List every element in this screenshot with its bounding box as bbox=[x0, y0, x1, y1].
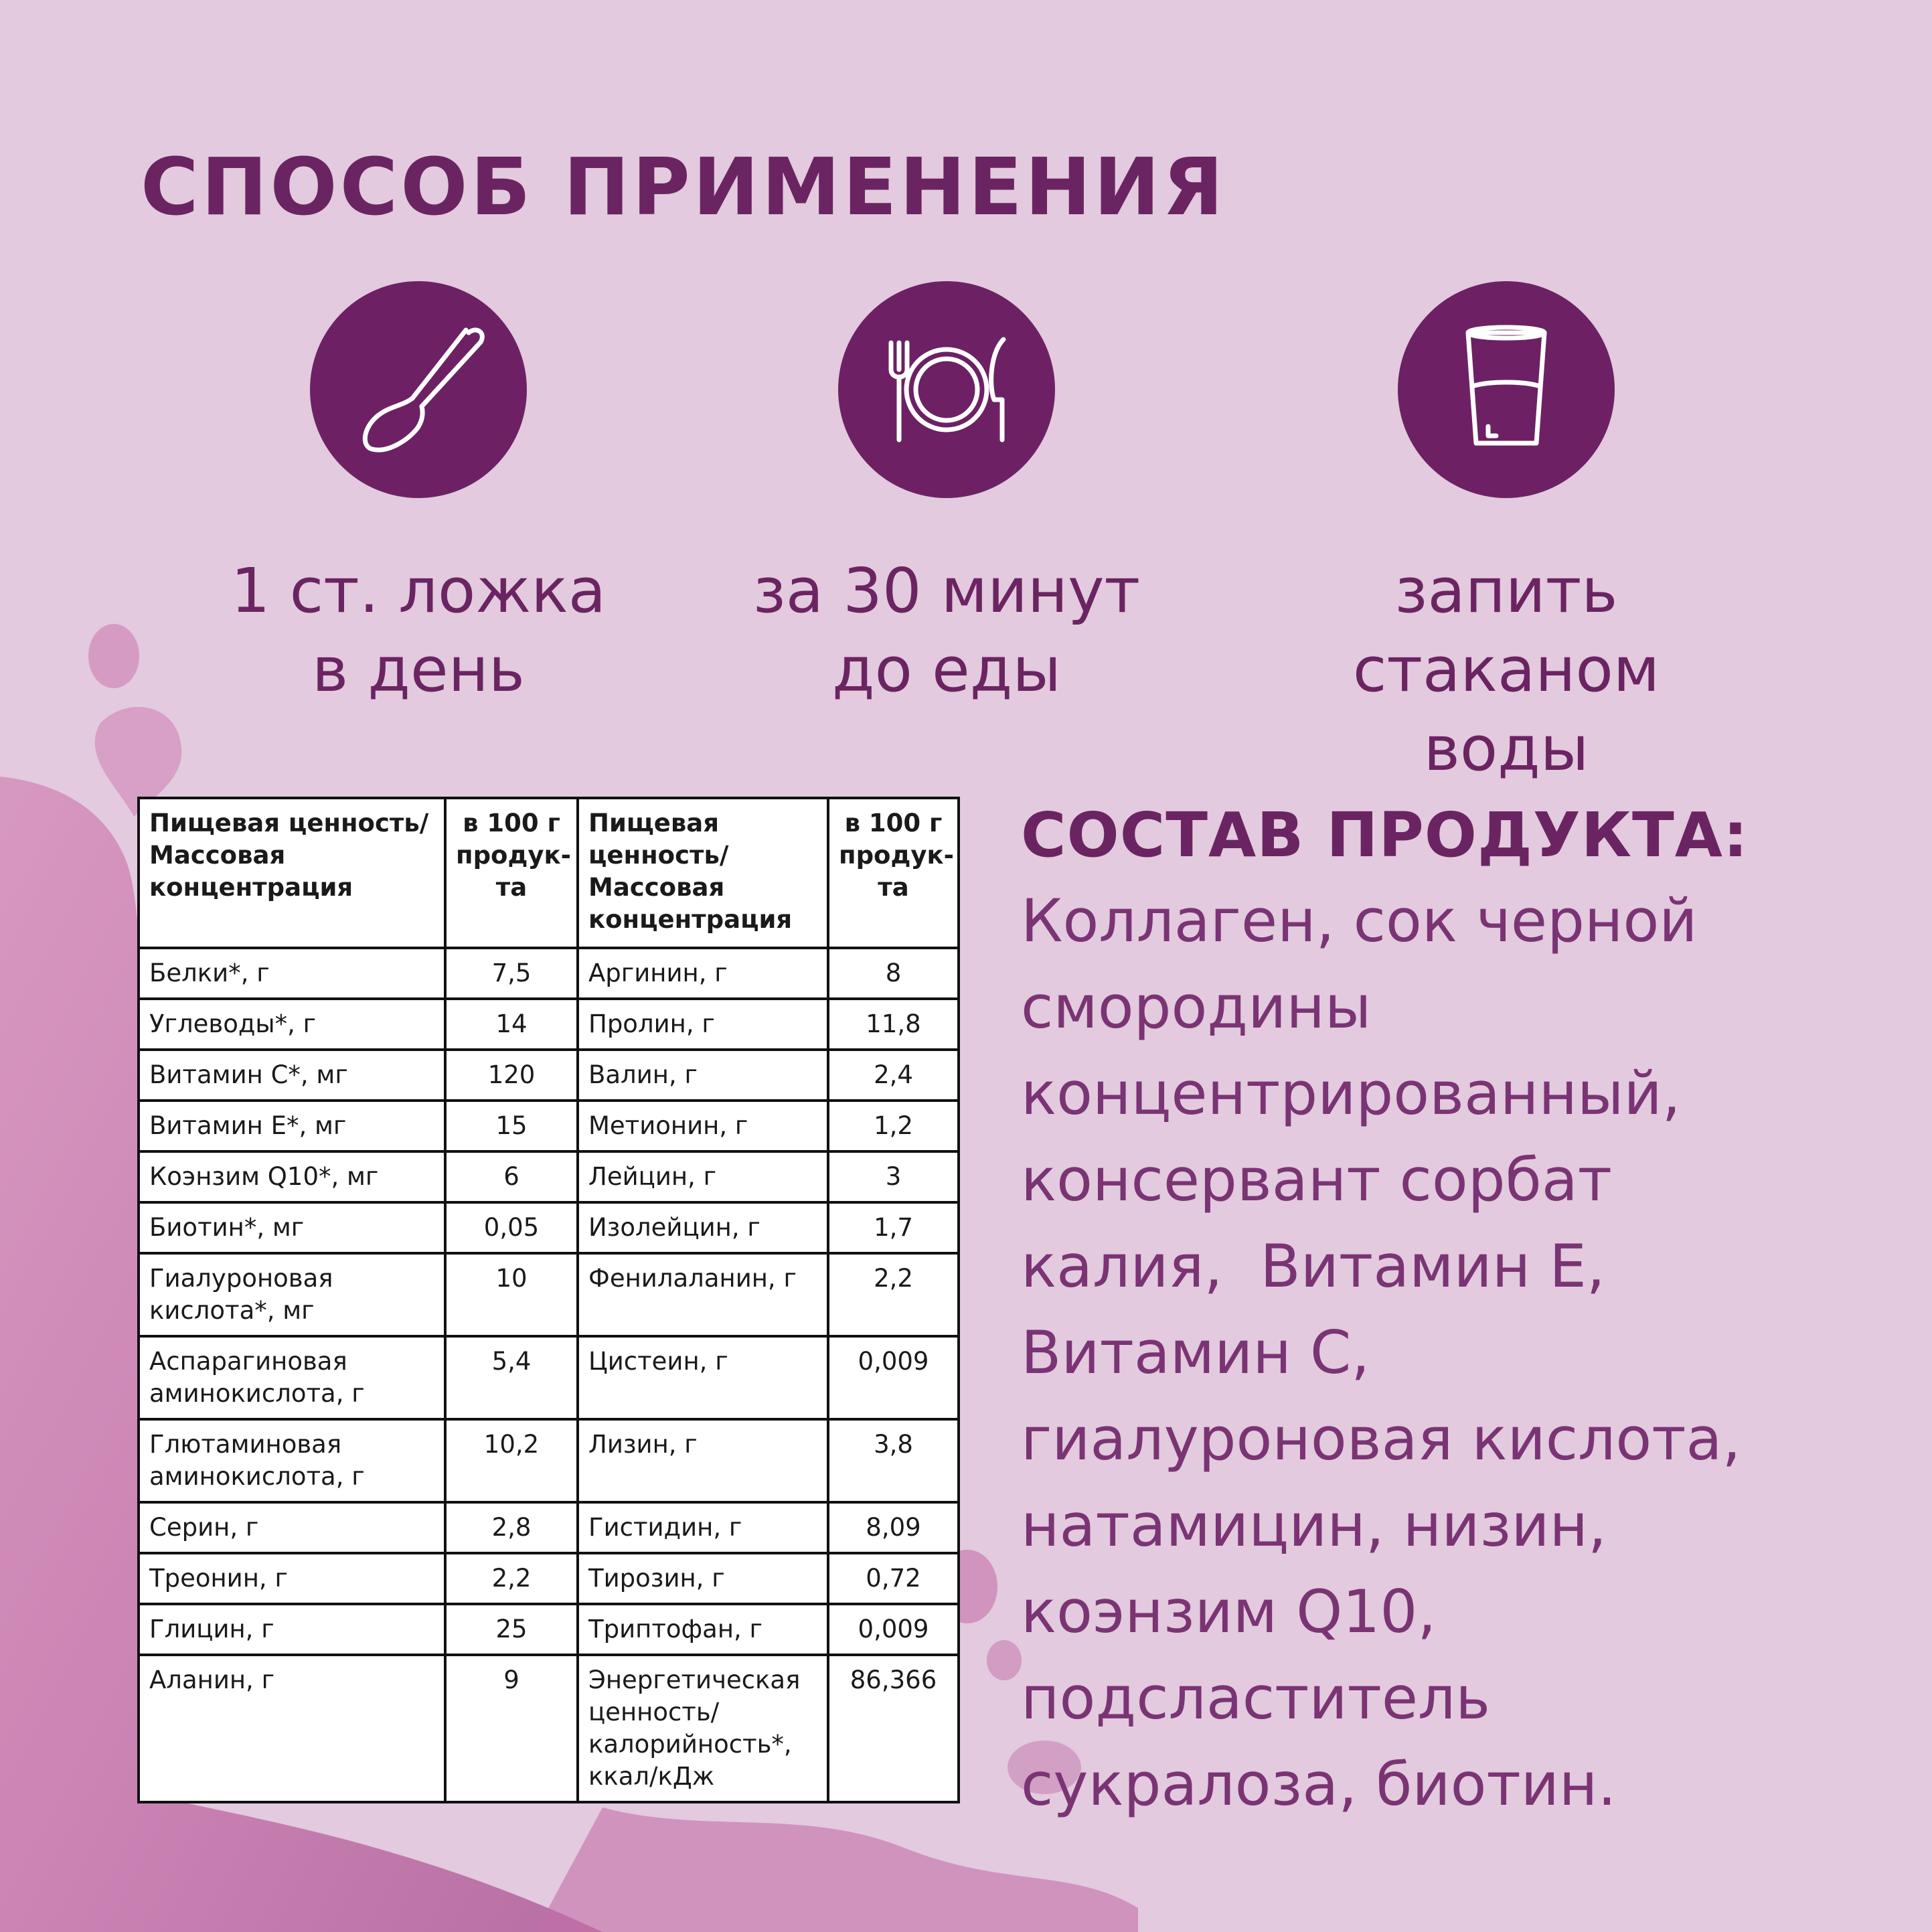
table-row bbox=[139, 1101, 959, 1151]
step-timing bbox=[712, 281, 1181, 710]
table-cell: 2,8 bbox=[445, 1502, 578, 1553]
table-cell: 7,5 bbox=[445, 948, 578, 999]
table-cell: 1,7 bbox=[828, 1202, 959, 1253]
step-caption-line: стаканом воды bbox=[1352, 634, 1660, 785]
composition-line: консервант сорбат bbox=[1021, 1145, 1613, 1214]
table-cell: Глютаминовая аминокислота, г bbox=[139, 1419, 445, 1502]
table-row bbox=[139, 1655, 959, 1802]
table-cell: 0,009 bbox=[828, 1336, 959, 1419]
composition-line: концентрированный, bbox=[1021, 1059, 1681, 1128]
table-cell: Аспарагиновая аминокислота, г bbox=[139, 1336, 445, 1419]
table-cell: Треонин, г bbox=[139, 1553, 445, 1604]
step-dosage bbox=[184, 281, 653, 710]
table-cell: 2,2 bbox=[445, 1553, 578, 1604]
table-cell: Коэнзим Q10*, мг bbox=[139, 1151, 445, 1202]
composition-line: Витамин С, bbox=[1021, 1318, 1370, 1387]
table-cell: Серин, г bbox=[139, 1502, 445, 1553]
table-cell: Изолейцин, г bbox=[578, 1202, 828, 1253]
table-cell: Триптофан, г bbox=[578, 1604, 828, 1655]
table-cell: 8,09 bbox=[828, 1502, 959, 1553]
composition-line: сукралоза, биотин. bbox=[1021, 1750, 1617, 1819]
table-cell: Тирозин, г bbox=[578, 1553, 828, 1604]
table-cell: 2,4 bbox=[828, 1050, 959, 1101]
table-cell: 8 bbox=[828, 948, 959, 999]
glass-icon bbox=[1423, 306, 1590, 473]
table-cell: Метионин, г bbox=[578, 1101, 828, 1151]
table-cell: Гиалуроновая кислота*, мг bbox=[139, 1253, 445, 1336]
table-cell: Углеводы*, г bbox=[139, 999, 445, 1050]
column-header: Пищевая ценность/ Массовая концентрация bbox=[578, 798, 828, 948]
table-cell: 0,72 bbox=[828, 1553, 959, 1604]
table-cell: 15 bbox=[445, 1101, 578, 1151]
table-cell: 2,2 bbox=[828, 1253, 959, 1336]
table-cell: Цистеин, г bbox=[578, 1336, 828, 1419]
table-row bbox=[139, 999, 959, 1050]
step-icon-circle bbox=[838, 281, 1055, 498]
table-cell: 25 bbox=[445, 1604, 578, 1655]
table-cell: Энергетическая ценность/ калорийность*, ккал/кДж bbox=[578, 1655, 828, 1802]
step-caption-line: за 30 минут bbox=[752, 555, 1141, 627]
table-row bbox=[139, 1604, 959, 1655]
step-caption-line: 1 ст. ложка bbox=[230, 555, 607, 627]
table-cell: Лейцин, г bbox=[578, 1151, 828, 1202]
table-cell: Биотин*, мг bbox=[139, 1202, 445, 1253]
step-caption-line: в день bbox=[311, 634, 526, 706]
composition-line: гиалуроновая кислота, bbox=[1021, 1404, 1741, 1473]
table-cell: 0,05 bbox=[445, 1202, 578, 1253]
table-row bbox=[139, 1502, 959, 1553]
step-icon-circle bbox=[1398, 281, 1615, 498]
table-cell: Аланин, г bbox=[139, 1655, 445, 1802]
table-cell: 0,009 bbox=[828, 1604, 959, 1655]
product-composition bbox=[1021, 793, 1918, 1828]
table-cell: 11,8 bbox=[828, 999, 959, 1050]
table-row bbox=[139, 948, 959, 999]
step-caption-line: до еды bbox=[832, 634, 1061, 706]
composition-line: подсластитель bbox=[1021, 1664, 1491, 1733]
table-cell: 86,366 bbox=[828, 1655, 959, 1802]
table-cell: Белки*, г bbox=[139, 948, 445, 999]
table-row bbox=[139, 1050, 959, 1101]
table-cell: Витамин С*, мг bbox=[139, 1050, 445, 1101]
table-cell: 14 bbox=[445, 999, 578, 1050]
table-cell: Лизин, г bbox=[578, 1419, 828, 1502]
table-cell: 120 bbox=[445, 1050, 578, 1101]
column-header: в 100 г продук-та bbox=[445, 798, 578, 948]
table-cell: Фенилаланин, г bbox=[578, 1253, 828, 1336]
table-row bbox=[139, 1151, 959, 1202]
table-cell: Глицин, г bbox=[139, 1604, 445, 1655]
column-header: в 100 г продук-та bbox=[828, 798, 959, 948]
table-cell: 10 bbox=[445, 1253, 578, 1336]
table-cell: 9 bbox=[445, 1655, 578, 1802]
composition-line: калия, Витамин Е, bbox=[1021, 1232, 1605, 1301]
table-cell: Пролин, г bbox=[578, 999, 828, 1050]
table-header-row bbox=[139, 798, 959, 948]
column-header: Пищевая ценность/ Массовая концентрация bbox=[139, 798, 445, 948]
step-water bbox=[1272, 281, 1741, 789]
step-icon-circle bbox=[310, 281, 527, 498]
table-cell: 3,8 bbox=[828, 1419, 959, 1502]
table-row bbox=[139, 1253, 959, 1336]
spoon-icon bbox=[335, 306, 502, 473]
step-caption bbox=[1272, 552, 1741, 789]
table-cell: Аргинин, г bbox=[578, 948, 828, 999]
table-cell: 3 bbox=[828, 1151, 959, 1202]
plate-icon bbox=[863, 306, 1030, 473]
composition-line: смородины bbox=[1021, 973, 1372, 1042]
composition-text bbox=[1021, 878, 1918, 1828]
table-cell: Витамин Е*, мг bbox=[139, 1101, 445, 1151]
table-cell: 1,2 bbox=[828, 1101, 959, 1151]
table-cell: 10,2 bbox=[445, 1419, 578, 1502]
composition-heading: СОСТАВ ПРОДУКТА: bbox=[1021, 799, 1749, 871]
table-row bbox=[139, 1553, 959, 1604]
step-caption bbox=[184, 552, 653, 710]
page-title: СПОСОБ ПРИМЕНЕНИЯ bbox=[141, 141, 1226, 233]
composition-line: Коллаген, сок черной bbox=[1021, 886, 1698, 955]
composition-line: коэнзим Q10, bbox=[1021, 1577, 1437, 1646]
table-cell: 5,4 bbox=[445, 1336, 578, 1419]
step-caption bbox=[712, 552, 1181, 710]
nutrition-table bbox=[137, 797, 960, 1803]
table-row bbox=[139, 1336, 959, 1419]
table-cell: 6 bbox=[445, 1151, 578, 1202]
table-cell: Валин, г bbox=[578, 1050, 828, 1101]
table-row bbox=[139, 1202, 959, 1253]
composition-line: натамицин, низин, bbox=[1021, 1491, 1607, 1560]
table-cell: Гистидин, г bbox=[578, 1502, 828, 1553]
step-caption-line: запить bbox=[1394, 555, 1618, 627]
table-row bbox=[139, 1419, 959, 1502]
